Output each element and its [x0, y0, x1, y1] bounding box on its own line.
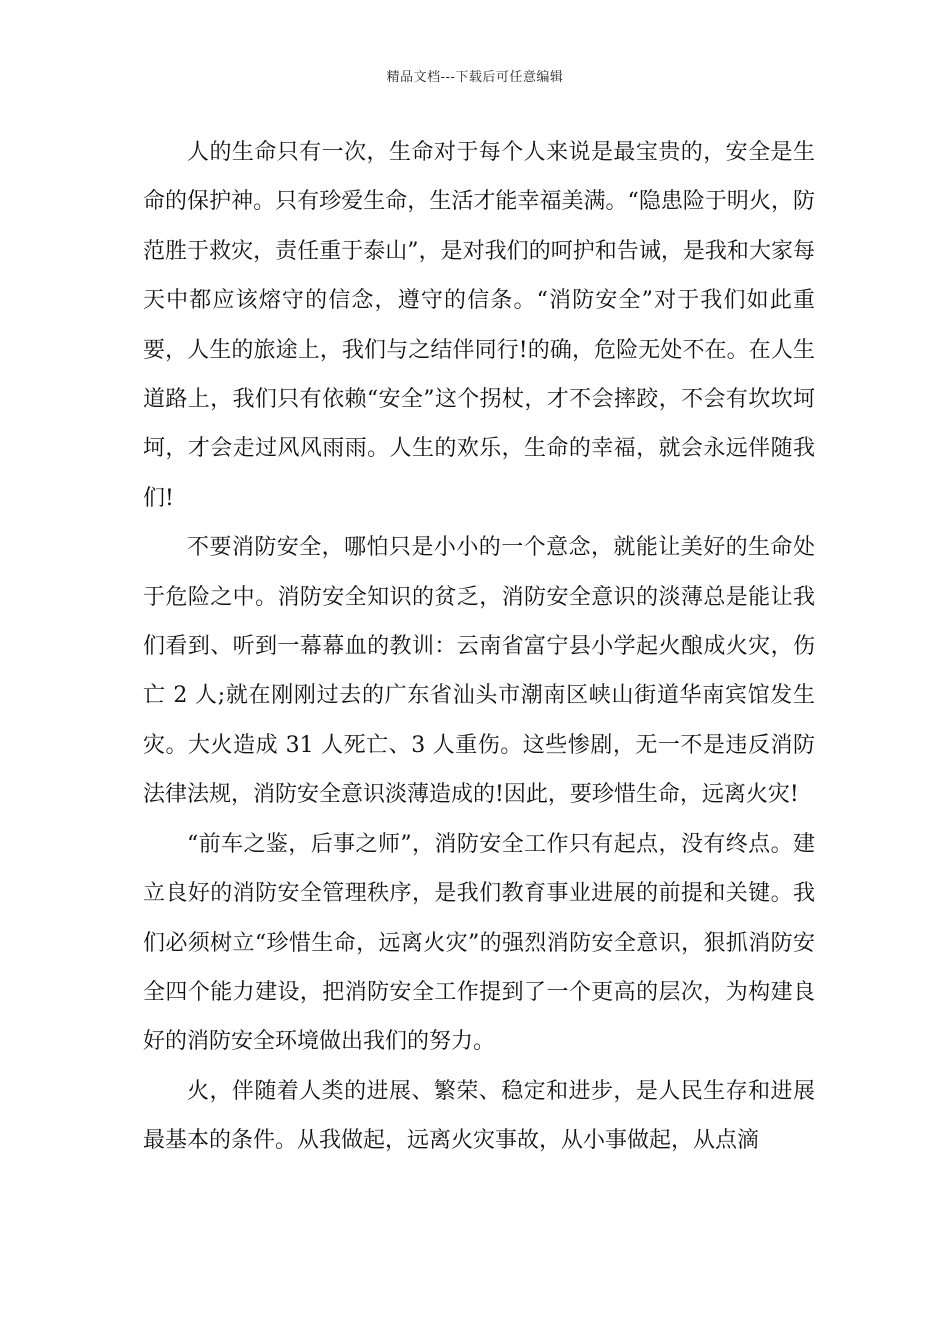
- paragraph-3: “前车之鉴，后事之师”，消防安全工作只有起点，没有终点。建立良好的消防安全管理秩序，是我们教育事业进展的前提和关键。我们必须树立“珍惜生命，远离火灾”的强烈消防安全意识，狠抓消防安全四个能力建设，把消防安全工作提到了一个更高的层次，为构建良好的消防安全环境做出我们的努力。: [143, 831, 815, 1055]
- document-body: [143, 128, 815, 1166]
- page-header: 精品文档---下载后可任意编辑: [386, 70, 564, 85]
- paragraph-4: 火，伴随着人类的进展、繁荣、稳定和进步，是人民生存和进展最基本的条件。从我做起，远离火灾事故，从小事做起，从点滴: [143, 1078, 815, 1154]
- paragraph-2: 不要消防安全，哪怕只是小小的一个意念，就能让美好的生命处于危险之中。消防安全知识的贫乏，消防安全意识的淡薄总是能让我们看到、听到一幕幕血的教训：云南省富宁县小学起火酿成火灾，伤亡 2 人;就在刚刚过去的广东省汕头市潮南区峡山街道华南宾馆发生灾。大火造成 31 人死亡、3 人重伤。这些惨剧，无一不是违反消防法律法规，消防安全意识淡薄造成的!因此，要珍惜生命，远离火灾!: [143, 535, 815, 808]
- paragraph-1: 人的生命只有一次，生命对于每个人来说是最宝贵的，安全是生命的保护神。只有珍爱生命，生活才能幸福美满。“隐患险于明火，防范胜于救灾，责任重于泰山”，是对我们的呵护和告诫，是我和大家每天中都应该熔守的信念，遵守的信条。“消防安全”对于我们如此重要，人生的旅途上，我们与之结伴同行!的确，危险无处不在。在人生道路上，我们只有依赖“安全”这个拐杖，才不会摔跤，不会有坎坎坷坷，才会走过风风雨雨。人生的欢乐，生命的幸福，就会永远伴随我们!: [143, 140, 815, 511]
